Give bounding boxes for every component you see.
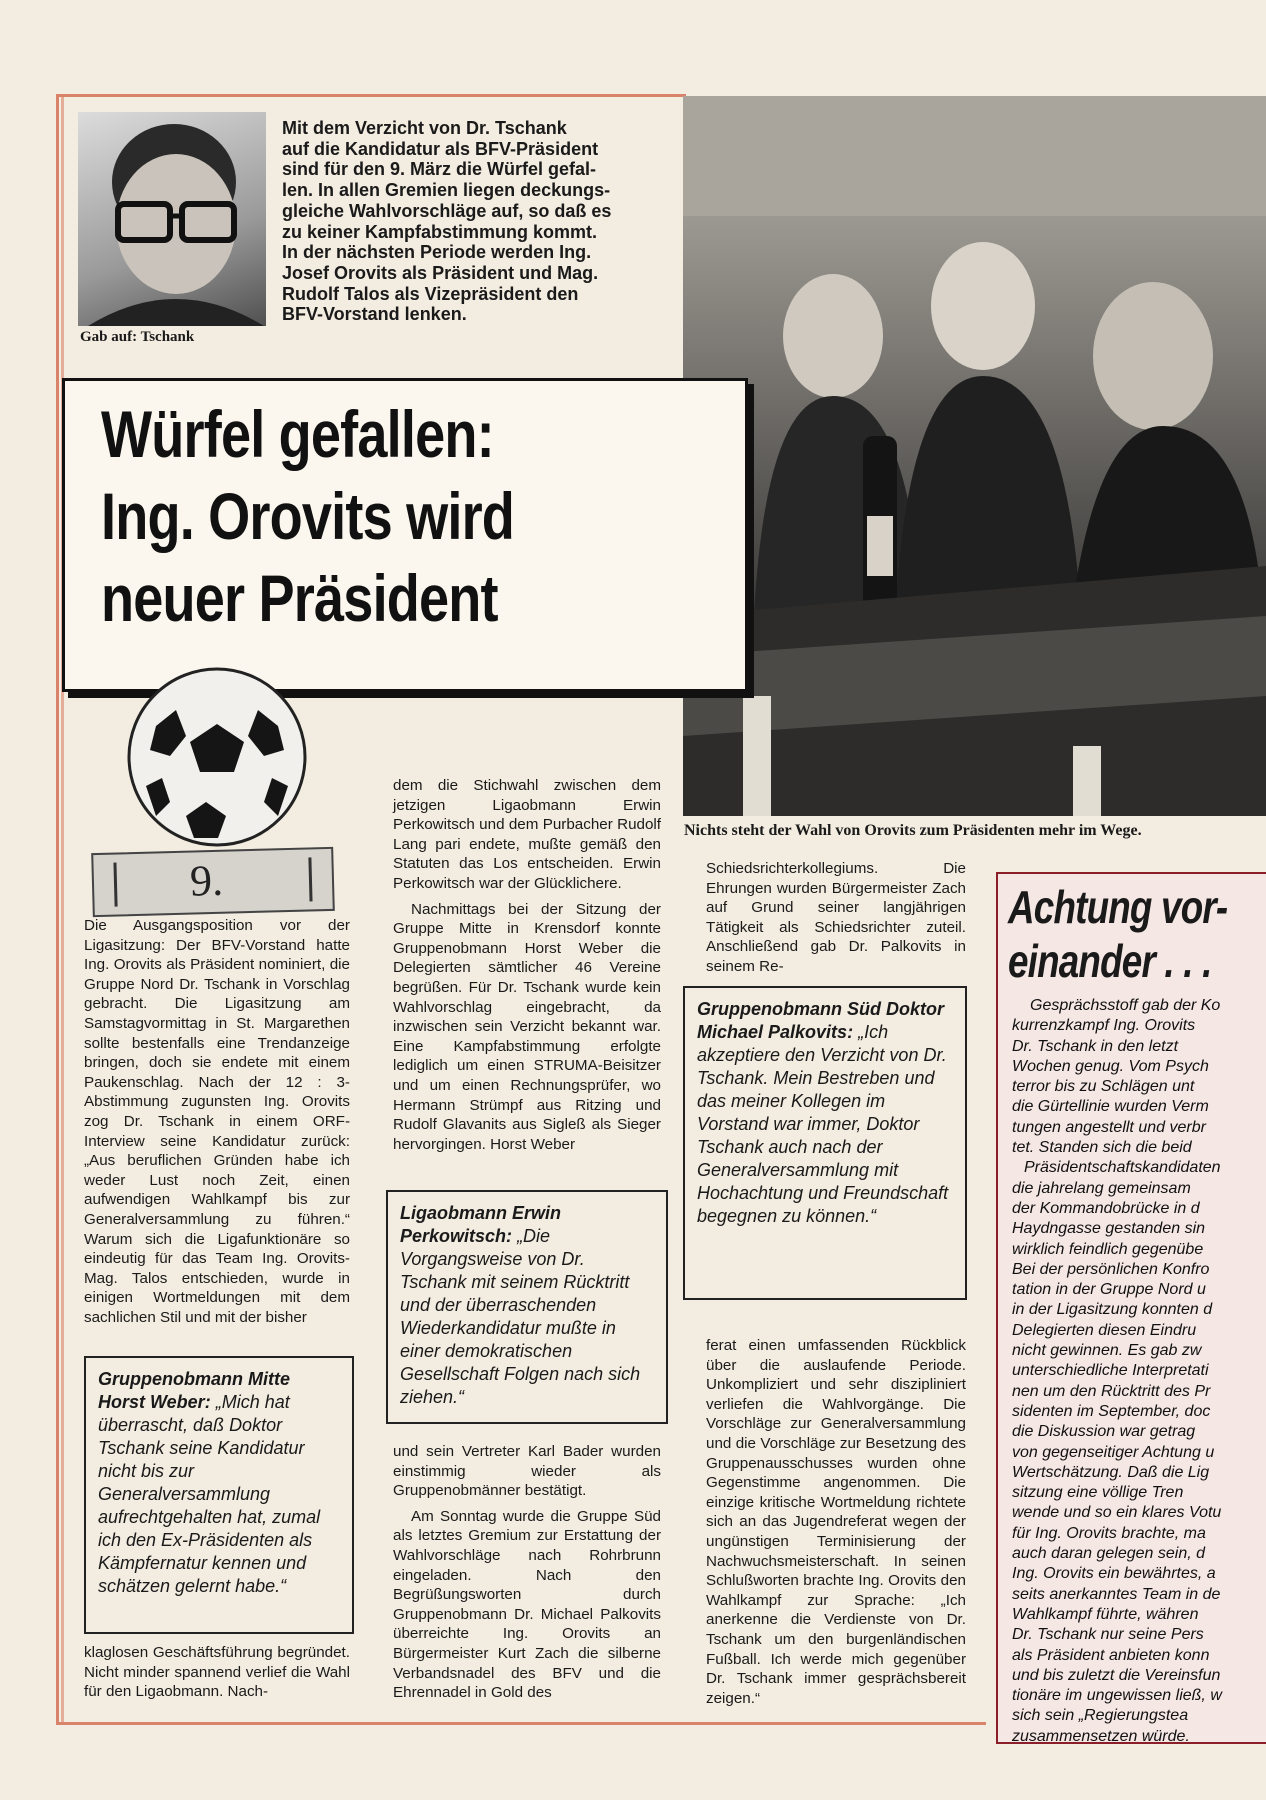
quote-box-perkowitsch (386, 1190, 668, 1424)
quote-perkowitsch-head: Ligaobmann Erwin Perkowitsch: (400, 1203, 562, 1246)
sidebar-line: auch daran gelegen sein, d (1012, 1545, 1206, 1563)
frame-bottom-line (56, 1722, 986, 1725)
sidebar-line: Gesprächsstoff gab der Ko (1030, 997, 1221, 1014)
sidebar-line: für Ing. Orovits brachte, ma (1012, 1524, 1206, 1542)
number-sign (91, 847, 335, 917)
col2-paragraph-4: Am Sonntag wurde die Gruppe Süd als letztes Gremium zur Erstattung der Wahlvorschläge nach Rohrbrunn eingeladen. Nach den Begrüßungsworten durch Gruppenobmann Dr. Michael Palkovits überreichte Ing. Orovits an Bürgermeister Kurt Zach die silberne Verbandsnadel des BFV und die Ehrennadel in Gold des (393, 1507, 661, 1702)
headline-line-3: neuer Präsident (101, 561, 498, 635)
sidebar-line: in der Ligasitzung konnten d (1012, 1301, 1213, 1319)
sidebar-line: der Kommandobrücke in d (1012, 1199, 1200, 1217)
sidebar-line: Delegierten diesen Eindru (1012, 1321, 1197, 1339)
sign-number: 9. (189, 855, 224, 906)
sidebar-line: unterschiedliche Interpretati (1012, 1362, 1209, 1380)
sidebar-line: Präsidentschaftskandidaten (1024, 1159, 1221, 1177)
sidebar-line: die jahrelang gemeinsam (1012, 1179, 1191, 1197)
quote-box-weber (84, 1356, 354, 1634)
sidebar-body (998, 988, 1266, 1744)
frame-left-line-inner (61, 94, 64, 1725)
column-1-top (84, 916, 350, 1333)
sidebar-line: tation in der Gruppe Nord u (1012, 1281, 1206, 1299)
col2-paragraph-2: Nachmittags bei der Sitzung der Gruppe Mitte in Krensdorf konnte Gruppenobmann Horst Weber die Delegierten sämtlicher 46 Vereine begrüßen. Für Dr. Tschank wurde kein Wahlvorschlag eingebracht, da inzwischen sein Verzicht bekannt war. Eine Kampfabstimmung erfolgte lediglich um einen STRUMA-Beisitzer und um einen Rechnungsprüfer, wo Hermann Strümpf aus Ritzing und Rudolf Glavanits aus Sigleß als Sieger hervorgingen. Horst Weber (393, 900, 661, 1153)
sidebar-line: sich sein „Regierungstea (1012, 1707, 1189, 1725)
column-3-top (706, 859, 966, 983)
sidebar-line: Haydngasse gestanden sin (1012, 1220, 1206, 1238)
sidebar-line: terror bis zu Schlägen unt (1012, 1078, 1195, 1096)
sidebar-line: die Diskussion war getrag (1012, 1423, 1196, 1441)
quote-weber-text: „Mich hat überrascht, daß Doktor Tschank seine Kandidatur nicht bis zur Generalversammlung aufrechtgehalten hat, zumal ich den Ex-Präsidenten als Kämpfernatur kennen und schätzen gelernt habe.“ (98, 1392, 321, 1596)
lead-line: len. In allen Gremien liegen deckungs- (282, 180, 611, 201)
football-icon (126, 666, 308, 848)
col2-paragraph-3: und sein Vertreter Karl Bader wurden einstimmig wieder als Gruppenobmänner bestätigt. (393, 1443, 661, 1500)
sidebar-line: seits anerkanntes Team in de (1012, 1585, 1221, 1603)
sidebar-line: und bis zuletzt die Vereinsfun (1012, 1666, 1221, 1684)
sidebar-line: als Präsident anbieten konn (1012, 1646, 1210, 1664)
col1-paragraph-1: Die Ausgangsposition vor der Ligasitzung: Der BFV-Vorstand hatte Ing. Orovits als Präsident nominiert, die Gruppe Nord Dr. Tschank in Vorschlag gebracht. Die Ligasitzung am Samstagvormittag in St. Margarethen sollte bestenfalls eine Trendanzeige bringen, doch sie endete mit einem Paukenschlag. Nach der 12 : 3-Abstimmung zugunsten Ing. Orovits zog Dr. Tschank in einem ORF-Interview seine Kandidatur zurück: „Aus beruflichen Gründen habe ich weder Lust noch Zeit, einen aufwendigen Wahlkampf bis zur Generalversammlung zu führen.“ Warum sich die Ligafunktionäre so eindeutig für das Team Ing. Orovits-Mag. Talos entschieden, wurde in einigen Wortmeldungen mit dem sachlichen Stil und mit der bisher (84, 917, 350, 1326)
sidebar-headline-2: einander . . . (1008, 935, 1212, 987)
sidebar-line: sitzung eine völlige Tren (1012, 1484, 1184, 1502)
lead-line: In der nächsten Periode werden Ing. (282, 242, 592, 263)
sidebar-line: Wahlkampf führte, währen (1012, 1605, 1199, 1623)
sidebar-line: sidenten im September, doc (1012, 1402, 1211, 1420)
column-1-bottom (84, 1643, 350, 1708)
col3-paragraph-1: Schiedsrichterkollegiums. Die Ehrungen wurden Bürgermeister Zach auf Grund seiner langjährigen Tätigkeit als Schiedsrichter zuteil. Anschließend gab Dr. Palkovits in seinem Re- (706, 860, 966, 975)
sidebar-line: nen um den Rücktritt des Pr (1012, 1382, 1211, 1400)
frame-top-line (56, 94, 686, 97)
sidebar-headline-1: Achtung vor- (1008, 881, 1228, 933)
sidebar-line: wirklich feindlich gegenübe (1012, 1240, 1204, 1258)
sidebar-line: Dr. Tschank nur seine Pers (1012, 1626, 1204, 1644)
quote-palkovits-head: Gruppenobmann Süd Doktor Michael Palkovits: (697, 999, 944, 1042)
sidebar-line: Wochen genug. Vom Psych (1012, 1057, 1209, 1075)
sidebar-line: Ing. Orovits ein bewährtes, a (1012, 1565, 1216, 1583)
sidebar-line: wende und so ein klares Votu (1012, 1504, 1222, 1522)
portrait-figure-icon (78, 112, 266, 326)
portrait-caption: Gab auf: Tschank (80, 329, 195, 345)
column-3-bottom (706, 1336, 966, 1714)
football-image (126, 666, 308, 848)
portrait-photo (78, 112, 266, 326)
lead-line: Josef Orovits als Präsident und Mag. (282, 262, 599, 283)
quote-palkovits-text: „Ich akzeptiere den Verzicht von Dr. Tschank. Mein Bestreben und das meiner Kollegen im Vorstand war immer, Doktor Tschank auch nach der Generalversammlung mit Hochachtung und Freundschaft begegnen zu können.“ (697, 1022, 949, 1226)
sidebar-line: Bei der persönlichen Konfro (1012, 1260, 1210, 1278)
col2-paragraph-1: dem die Stichwahl zwischen dem jetzigen Ligaobmann Erwin Perkowitsch und dem Purbacher Rudolf Lang pari endete, mußte gemäß den Statuten das Los entscheiden. Erwin Perkowitsch war der Glücklichere. (393, 777, 661, 892)
meeting-men-icon (683, 96, 1266, 816)
sidebar-line: von gegenseitiger Achtung u (1012, 1443, 1215, 1461)
sidebar-line: tet. Standen sich die beid (1012, 1139, 1192, 1157)
sidebar-box (996, 872, 1266, 1744)
lead-line: gleiche Wahlvorschläge auf, so daß es (282, 200, 612, 221)
photo-caption: Nichts steht der Wahl von Orovits zum Präsidenten mehr im Wege. (684, 822, 1142, 839)
quote-weber-head: Gruppenobmann Mitte Horst Weber: (98, 1369, 290, 1412)
lead-line: zu keiner Kampfabstimmung kommt. (282, 221, 598, 242)
headline-box (62, 378, 748, 692)
headline-line-2: Ing. Orovits wird (101, 479, 515, 553)
sidebar-line: tungen angestellt und verbr (1012, 1118, 1206, 1136)
sidebar-line: tionäre im ungewissen ließ, w (1012, 1687, 1222, 1705)
quote-perkowitsch-text: „Die Vorgangsweise von Dr. Tschank mit seinem Rücktritt und der überraschenden Wiederkandidatur mußte in einer demokratischen Gesellschaft Folgen nach sich ziehen.“ (400, 1226, 641, 1407)
column-2-bottom (393, 1442, 661, 1709)
frame-left-line (56, 94, 59, 1725)
lead-line: Rudolf Talos als Vizepräsident den (282, 283, 579, 304)
lead-line: sind für den 9. März die Würfel gefal- (282, 159, 597, 180)
sidebar-line: nicht gewinnen. Es gab zw (1012, 1342, 1202, 1360)
sidebar-line: die Gürtellinie wurden Verm (1012, 1098, 1209, 1116)
lead-line: Mit dem Verzicht von Dr. Tschank (282, 118, 567, 138)
quote-box-palkovits (683, 986, 967, 1300)
main-photo (683, 96, 1266, 816)
lead-line: auf die Kandidatur als BFV-Präsident (282, 138, 599, 159)
lead-line: BFV-Vorstand lenken. (282, 304, 467, 325)
col3-paragraph-2: ferat einen umfassenden Rückblick über die auslaufende Periode. Unkompliziert und sehr diszipliniert verliefen die Wahlvorgänge. Die Vorschläge zur Generalversammlung und die Vorschläge zur Besetzung des Gruppenausschusses wurden ohne Gegenstimme angenommen. Die einzige kritische Wortmeldung richtete sich an das Jugendreferat wegen der ungünstigen Terminisierung der Nachwuchsmeisterschaft. In seinen Schlußworten brachte Ing. Orovits den Wahlkampf zur Sprache: „Ich anerkenne die Verdienste von Dr. Tschank um den burgenländischen Fußball. Ich werde mich gegenüber Dr. Tschank immer gesprächsbereit zeigen.“ (706, 1337, 966, 1707)
sidebar-line: kurrenzkampf Ing. Orovits (1012, 1017, 1196, 1035)
lead-paragraph (282, 118, 672, 325)
column-2-top (393, 776, 661, 1160)
sidebar-line: zusammensetzen würde. (1012, 1727, 1190, 1744)
col1-paragraph-2: klaglosen Geschäftsführung begründet. Nicht minder spannend verlief die Wahl für den Ligaobmann. Nach- (84, 1644, 350, 1701)
headline-line-1: Würfel gefallen: (101, 397, 494, 471)
sidebar-line: Dr. Tschank in den letzt (1012, 1037, 1179, 1055)
sidebar-line: Wertschätzung. Daß die Lig (1012, 1463, 1210, 1481)
